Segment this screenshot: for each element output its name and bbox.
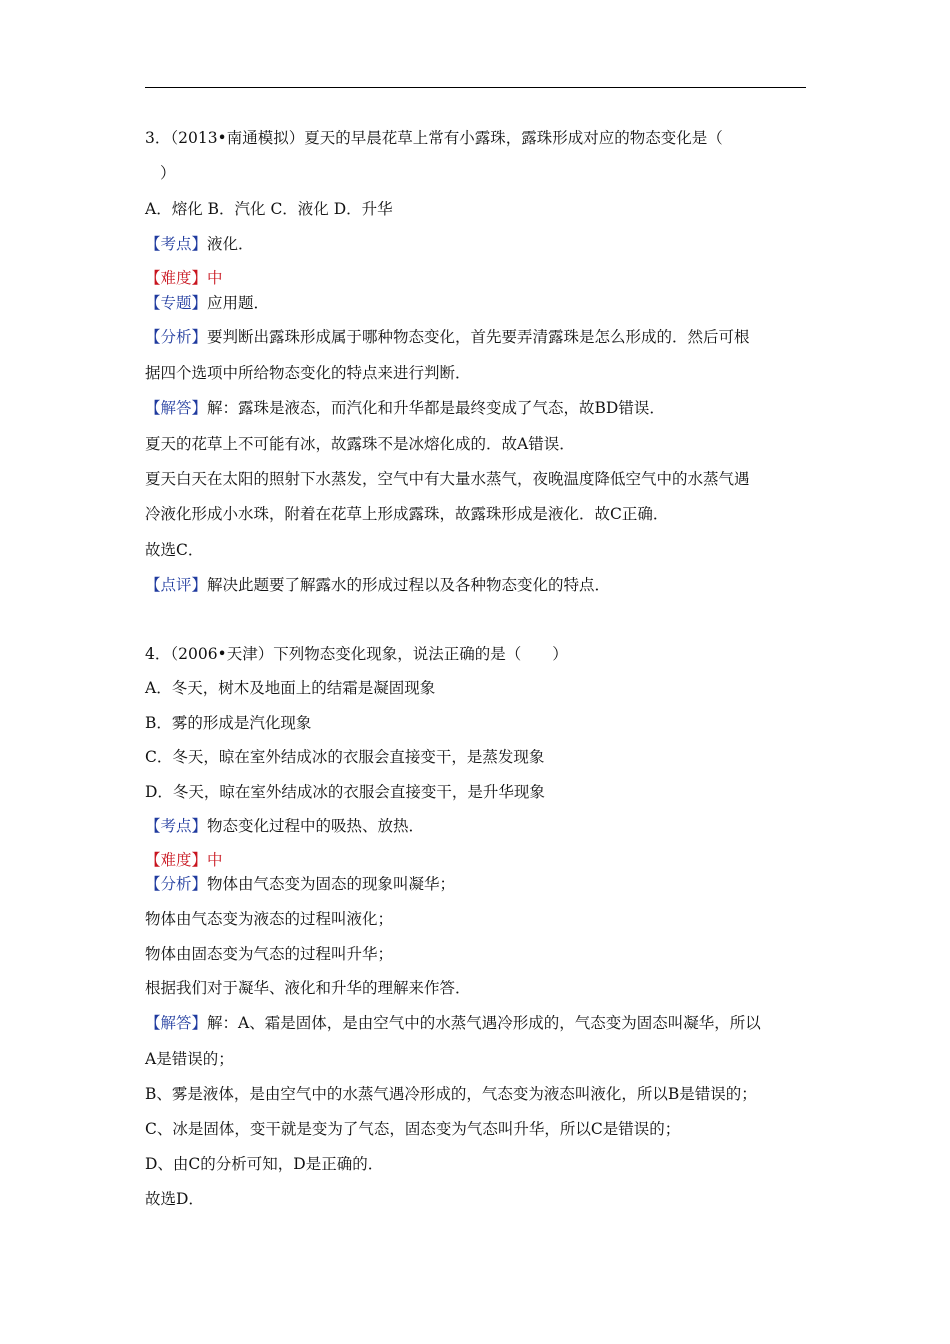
q3-stem: 3．（2013•南通模拟）夏天的早晨花草上常有小露珠，露珠形成对应的物态变化是（	[145, 129, 723, 147]
q4-option-c: C．冬天，晾在室外结成冰的衣服会直接变干，是蒸发现象	[145, 748, 545, 766]
q3-jieda-line4: 冷液化形成小水珠，附着在花草上形成露珠，故露珠形成是液化．故C正确．	[145, 505, 669, 523]
q4-nandu	[145, 850, 223, 870]
fenxi-text: 要判断出露珠形成属于哪种物态变化，首先要弄清露珠是怎么形成的．然后可根	[207, 328, 750, 346]
q3-jieda-line3: 夏天白天在太阳的照射下水蒸发，空气中有大量水蒸气，夜晚温度降低空气中的水蒸气遇	[145, 470, 750, 488]
q4-jieda-line5: D、由C的分析可知，D是正确的．	[145, 1155, 384, 1173]
fenxi-tag: 【分析】	[145, 875, 208, 893]
q3-options: A．熔化 B．汽化 C．液化 D．升华	[145, 200, 393, 218]
nandu-tag: 【难度】	[145, 851, 208, 869]
q4-fenxi-line3: 物体由固态变为气态的过程叫升华；	[145, 945, 394, 963]
dianping-tag: 【点评】	[145, 576, 208, 594]
q3-jieda-line2: 夏天的花草上不可能有冰，故露珠不是冰熔化成的．故A错误．	[145, 435, 575, 453]
q3-fenxi-cont: 据四个选项中所给物态变化的特点来进行判断．	[145, 364, 471, 382]
fenxi-text: 物体由气态变为固态的现象叫凝华；	[207, 875, 456, 893]
q4-answer: 故选D．	[145, 1190, 204, 1208]
kaodian-tag: 【考点】	[145, 817, 208, 835]
kaodian-text: 物态变化过程中的吸热、放热．	[207, 817, 425, 835]
fenxi-tag: 【分析】	[145, 328, 208, 346]
jieda-text: 解：A、霜是固体，是由空气中的水蒸气遇冷形成的，气态变为固态叫凝华，所以	[207, 1014, 761, 1032]
q4-jieda-line4: C、冰是固体，变干就是变为了气态，固态变为气态叫升华，所以C是错误的；	[145, 1120, 681, 1138]
nandu-text: 中	[207, 851, 223, 869]
q4-fenxi-line4: 根据我们对于凝华、液化和升华的理解来作答．	[145, 979, 471, 997]
q3-answer: 故选C．	[145, 541, 204, 559]
q4-fenxi	[145, 874, 455, 894]
q3-fenxi	[145, 327, 750, 347]
jieda-tag: 【解答】	[145, 399, 208, 417]
jieda-text: 解：露珠是液态，而汽化和升华都是最终变成了气态，故BD错误．	[207, 399, 665, 417]
q4-jieda-line3: B、雾是液体，是由空气中的水蒸气遇冷形成的，气态变为液态叫液化，所以B是错误的；	[145, 1085, 757, 1103]
q4-option-b: B．雾的形成是汽化现象	[145, 714, 312, 732]
header-rule	[145, 87, 806, 88]
q3-nandu	[145, 268, 223, 288]
nandu-tag: 【难度】	[145, 269, 208, 287]
q4-fenxi-line2: 物体由气态变为液态的过程叫液化；	[145, 910, 394, 928]
q4-jieda-line2: A是错误的；	[145, 1050, 234, 1068]
q3-jieda	[145, 398, 665, 418]
q4-jieda	[145, 1013, 761, 1033]
q4-stem: 4．（2006•天津）下列物态变化现象，说法正确的是（ ）	[145, 645, 568, 663]
kaodian-text: 液化．	[207, 235, 254, 253]
nandu-text: 中	[207, 269, 223, 287]
dianping-text: 解决此题要了解露水的形成过程以及各种物态变化的特点．	[207, 576, 611, 594]
q3-zhuanti	[145, 293, 269, 313]
q3-stem-cont: ）	[160, 164, 176, 182]
q3-kaodian	[145, 234, 254, 254]
q4-option-d: D．冬天，晾在室外结成冰的衣服会直接变干，是升华现象	[145, 783, 545, 801]
zhuanti-tag: 【专题】	[145, 294, 208, 312]
q4-kaodian	[145, 816, 424, 836]
jieda-tag: 【解答】	[145, 1014, 208, 1032]
zhuanti-text: 应用题．	[207, 294, 270, 312]
q4-option-a: A．冬天，树木及地面上的结霜是凝固现象	[145, 679, 436, 697]
q3-dianping	[145, 575, 610, 595]
kaodian-tag: 【考点】	[145, 235, 208, 253]
